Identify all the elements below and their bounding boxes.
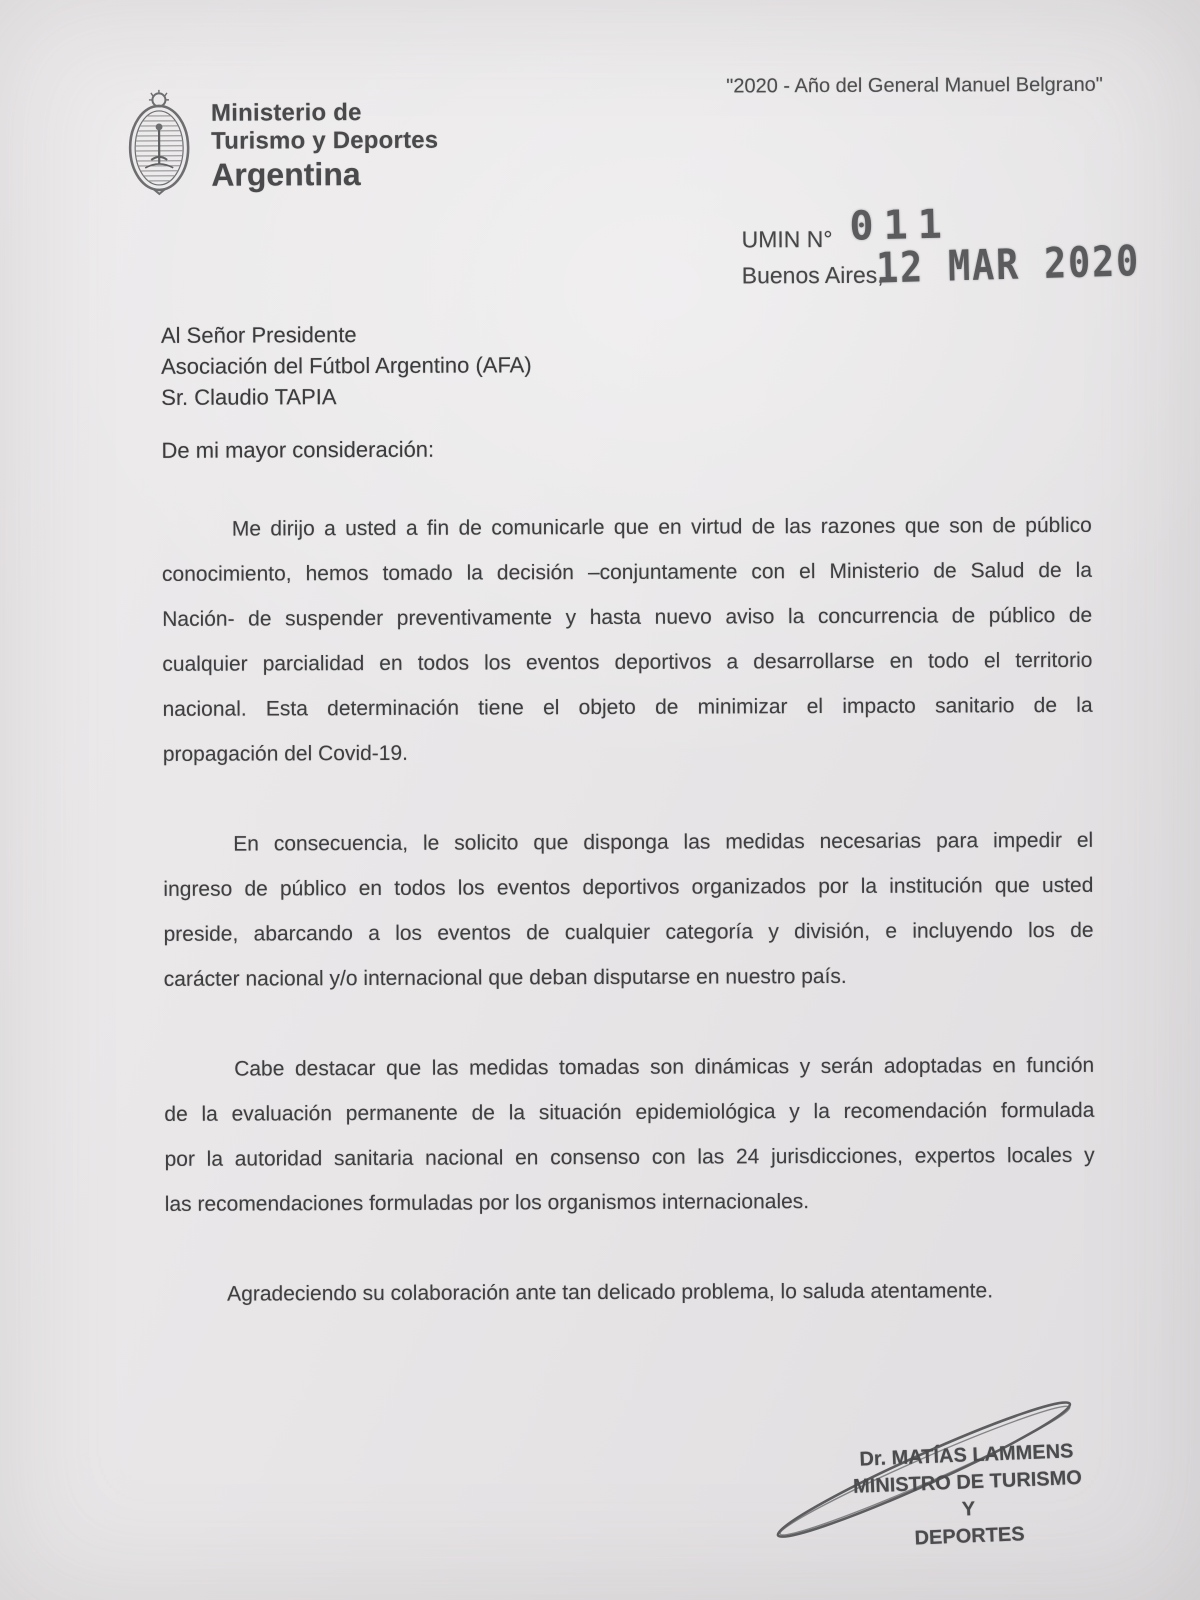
country-name: Argentina — [211, 156, 361, 193]
closing-line: Agradeciendo su colaboración ante tan delicado problema, lo saluda atentamente. — [227, 1279, 994, 1306]
body-line: las recomendaciones formuladas por los organismos internacionales. — [164, 1190, 810, 1216]
body-line: Nación- de suspender preventivamente y hasta nuevo aviso la concurrencia de público de — [162, 603, 1093, 631]
body-line: nacional. Esta determinación tiene el objeto de minimizar el impacto sanitario de la — [162, 693, 1093, 721]
salutation: De mi mayor consideración: — [161, 436, 435, 463]
ministry-header — [123, 87, 439, 196]
ministry-name-line2: Turismo y Deportes — [211, 126, 439, 155]
body-line: por la autoridad sanitaria nacional en consenso con las 24 jurisdicciones, expertos locales y — [164, 1143, 1095, 1171]
ministry-name-block — [211, 87, 439, 196]
ministry-name-line1: Ministerio de — [210, 99, 362, 127]
body-line: preside, abarcando a los eventos de cualquier categoría y división, e incluyendo los de — [163, 918, 1094, 946]
body-line: carácter nacional y/o internacional que deban disputarse en nuestro país. — [163, 964, 847, 991]
body-line: ingreso de público en todos los eventos deportivos organizados por la institución que usted — [163, 873, 1094, 901]
signer-title-line1: MINISTRO DE TURISMO Y — [852, 1466, 1083, 1521]
signer-stamp — [851, 1438, 1085, 1555]
date-stamp: 12 MAR 2020 — [875, 237, 1141, 294]
paragraph-1 — [162, 503, 1093, 777]
argentina-coat-of-arms-icon — [123, 88, 195, 196]
reference-number-label: UMIN N° — [741, 225, 833, 253]
body-line: de la evaluación permanente de la situación epidemiológica y la recomendación formulada — [164, 1098, 1095, 1126]
recipient-line: Al Señor Presidente — [160, 322, 357, 348]
body-line: propagación del Covid-19. — [162, 741, 409, 766]
recipient-line: Sr. Claudio TAPIA — [161, 384, 337, 410]
body-line: Cabe destacar que las medidas tomadas son dinámicas y serán adoptadas en función — [234, 1053, 1095, 1081]
letter-place: Buenos Aires, — [741, 261, 884, 289]
recipient-line: Asociación del Fútbol Argentino (AFA) — [161, 352, 532, 379]
letter-body — [162, 503, 1096, 1362]
paragraph-2 — [163, 818, 1094, 1002]
signer-title-line2: DEPORTES — [914, 1523, 1026, 1550]
signer-name: Dr. MATÍAS LAMMENS — [859, 1440, 1074, 1471]
body-line: Me dirijo a usted a fin de comunicarle que en virtud de las razones que son de público — [231, 513, 1092, 541]
body-line: conocimiento, hemos tomado la decisión –conjuntamente con el Ministerio de Salud de la — [161, 558, 1093, 586]
body-line: En consecuencia, le solicito que disponga las medidas necesarias para impedir el — [233, 828, 1094, 856]
body-line: cualquier parcialidad en todos los eventos deportivos a desarrollarse en todo el territorio — [162, 648, 1093, 676]
closing-paragraph — [165, 1268, 1095, 1317]
year-motto: "2020 - Año del General Manuel Belgrano" — [726, 73, 1103, 98]
recipient-block — [161, 318, 532, 413]
paragraph-3 — [164, 1043, 1095, 1227]
reference-number-stamp: 011 — [849, 201, 953, 250]
